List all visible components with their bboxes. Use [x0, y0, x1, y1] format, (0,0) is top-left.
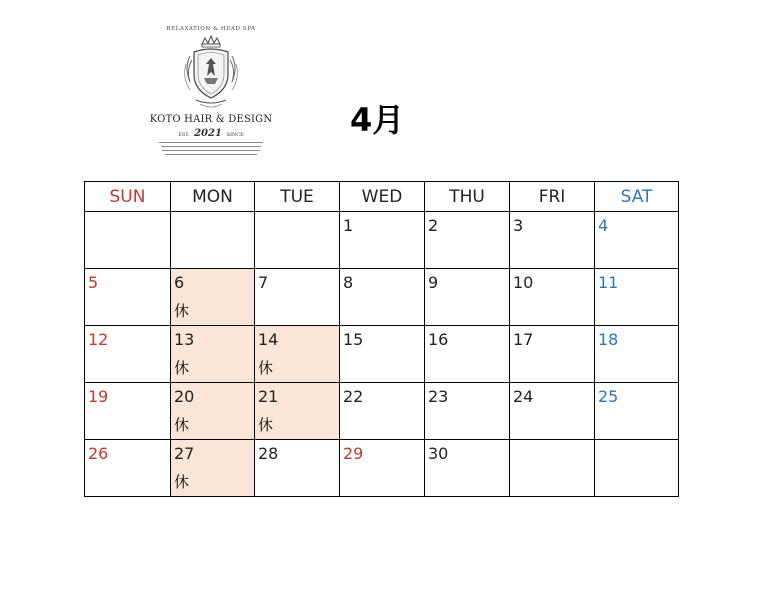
calendar-day-cell [425, 326, 510, 383]
calendar-day-cell [510, 383, 595, 440]
day-number: 29 [343, 444, 364, 463]
day-number: 16 [428, 330, 449, 349]
weekday-header-row [85, 182, 679, 212]
day-number: 19 [88, 387, 109, 406]
calendar-day-cell [510, 269, 595, 326]
day-number: 6 [174, 273, 185, 292]
weekday-header-tue: TUE [255, 182, 340, 212]
weekday-header-wed: WED [340, 182, 425, 212]
closed-day-label: 休 [258, 359, 274, 377]
calendar-day-cell [85, 212, 171, 269]
calendar-day-cell [85, 326, 171, 383]
logo-est-suffix: SINCE [226, 132, 244, 138]
calendar-day-cell [595, 440, 679, 497]
calendar-day-cell [255, 383, 340, 440]
day-number: 17 [513, 330, 534, 349]
calendar-week-row [85, 212, 679, 269]
calendar-day-cell [255, 440, 340, 497]
calendar-day-cell [340, 440, 425, 497]
calendar-day-cell [171, 383, 255, 440]
day-number: 1 [343, 216, 354, 235]
calendar-day-cell [595, 383, 679, 440]
day-number: 5 [88, 273, 99, 292]
day-number: 15 [343, 330, 364, 349]
weekday-header-fri: FRI [510, 182, 595, 212]
day-number: 30 [428, 444, 449, 463]
calendar-day-cell [425, 212, 510, 269]
calendar-grid [84, 181, 679, 497]
calendar-day-cell [425, 383, 510, 440]
day-number: 9 [428, 273, 439, 292]
calendar-day-cell [255, 326, 340, 383]
day-number: 8 [343, 273, 354, 292]
calendar-week-row [85, 326, 679, 383]
closed-day-label: 休 [258, 416, 274, 434]
day-number: 14 [258, 330, 279, 349]
logo-established [148, 128, 274, 139]
calendar-day-cell [255, 269, 340, 326]
calendar-day-cell [171, 269, 255, 326]
calendar-day-cell [255, 212, 340, 269]
calendar-day-cell [85, 269, 171, 326]
day-number: 24 [513, 387, 534, 406]
day-number: 20 [174, 387, 195, 406]
day-number: 12 [88, 330, 109, 349]
weekday-header-thu: THU [425, 182, 510, 212]
day-number: 2 [428, 216, 439, 235]
calendar-day-cell [340, 383, 425, 440]
closed-day-label: 休 [174, 416, 190, 434]
day-number: 4 [598, 216, 609, 235]
calendar-day-cell [595, 269, 679, 326]
calendar-day-cell [510, 212, 595, 269]
weekday-header-mon: MON [171, 182, 255, 212]
day-number: 28 [258, 444, 279, 463]
day-number: 18 [598, 330, 619, 349]
weekday-header-sat: SAT [595, 182, 679, 212]
weekday-header-sun: SUN [85, 182, 171, 212]
day-number: 11 [598, 273, 619, 292]
crest-emblem-icon [180, 34, 242, 112]
calendar-day-cell [425, 440, 510, 497]
calendar-day-cell [595, 212, 679, 269]
calendar-week-row [85, 383, 679, 440]
closed-day-label: 休 [174, 473, 190, 491]
calendar-day-cell [85, 440, 171, 497]
calendar-body [85, 212, 679, 497]
logo-name: KOTO HAIR & DESIGN [149, 114, 273, 125]
calendar-day-cell [510, 440, 595, 497]
calendar-day-cell [171, 212, 255, 269]
calendar-day-cell [340, 212, 425, 269]
day-number: 10 [513, 273, 534, 292]
day-number: 25 [598, 387, 619, 406]
calendar-week-row [85, 269, 679, 326]
closed-day-label: 休 [174, 302, 190, 320]
logo-year: 2021 [194, 128, 222, 139]
calendar-day-cell [85, 383, 171, 440]
calendar-day-cell [595, 326, 679, 383]
day-number: 26 [88, 444, 109, 463]
day-number: 21 [258, 387, 279, 406]
calendar-day-cell [510, 326, 595, 383]
day-number: 7 [258, 273, 269, 292]
calendar-day-cell [171, 326, 255, 383]
month-title: 4月 [350, 101, 405, 139]
calendar-day-cell [340, 326, 425, 383]
calendar-day-cell [340, 269, 425, 326]
logo-tagline: RELAXATION & HEAD SPA [166, 26, 256, 32]
day-number: 22 [343, 387, 364, 406]
calendar-day-cell [171, 440, 255, 497]
closed-day-label: 休 [174, 359, 190, 377]
calendar-day-cell [425, 269, 510, 326]
logo-est-prefix: EST. [178, 132, 190, 138]
calendar-week-row [85, 440, 679, 497]
salon-logo [148, 24, 274, 166]
day-number: 13 [174, 330, 195, 349]
day-number: 27 [174, 444, 195, 463]
day-number: 23 [428, 387, 449, 406]
day-number: 3 [513, 216, 524, 235]
logo-script-lines [158, 142, 264, 155]
